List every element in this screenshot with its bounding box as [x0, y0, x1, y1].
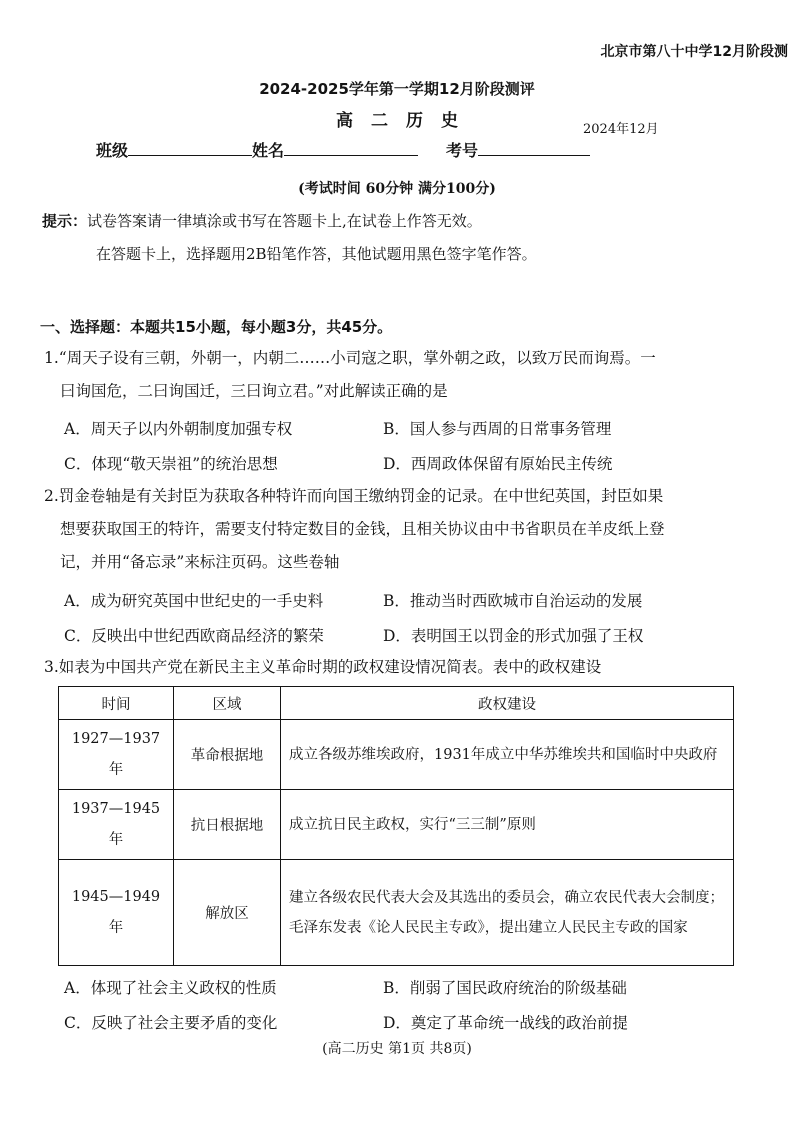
student-info-row: [96, 138, 590, 161]
table-cell-region: 革命根据地: [174, 720, 281, 790]
table-cell-region: 解放区: [174, 860, 281, 966]
exam-date: 2024年12月: [583, 122, 659, 137]
question-number: 2.: [44, 487, 59, 505]
question-text-line: 罚金卷轴是有关封臣为获取各种特许而向国王缴纳罚金的记录。在中世纪英国，封臣如果: [58, 487, 664, 505]
table-header-content: 政权建设: [281, 687, 734, 720]
school-tag: 北京市第八十中学12月阶段测: [600, 44, 788, 60]
option-1a[interactable]: A．周天子以内外朝制度加强专权: [64, 420, 293, 438]
table-row: [59, 790, 734, 860]
option-2b[interactable]: B．推动当时西欧城市自治运动的发展: [383, 592, 643, 610]
tip-label: 提示：: [42, 212, 88, 230]
id-field[interactable]: [478, 138, 590, 156]
class-field[interactable]: [128, 138, 252, 156]
option-3a[interactable]: A．体现了社会主义政权的性质: [64, 979, 277, 997]
table-row: [59, 720, 734, 790]
class-label: 班级: [96, 141, 129, 160]
option-1c[interactable]: C．体现“敬天崇祖”的统治思想: [64, 455, 278, 473]
question-text-line: 曰询国危，二曰询国迁，三曰询立君。”对此解读正确的是: [60, 382, 448, 400]
question-2: [44, 480, 665, 579]
time-unit: 年: [108, 919, 124, 936]
question-text-line: “周天子设有三朝，外朝一，内朝二……小司寇之职，掌外朝之政，以致万民而询焉。一: [58, 349, 656, 367]
question-text-line: 想要获取国王的特许，需要支付特定数目的金钱，且相关协议由中书省职员在羊皮纸上登: [60, 520, 665, 538]
table-cell-time: [59, 790, 174, 860]
tip-text-1: 试卷答案请一律填涂或书写在答题卡上,在试卷上作答无效。: [87, 212, 482, 230]
exam-title: 2024-2025学年第一学期12月阶段测评: [259, 80, 535, 98]
question-1: [44, 342, 656, 408]
option-3b[interactable]: B．削弱了国民政府统治的阶级基础: [383, 979, 627, 997]
exam-time: (考试时间 60分钟 满分100分): [298, 181, 496, 197]
id-label: 考号: [446, 141, 479, 160]
government-table: [58, 686, 734, 966]
subject-title: 高二历史: [336, 111, 476, 131]
page-footer: (高二历史 第1页 共8页): [322, 1041, 472, 1057]
question-text-line: 如表为中国共产党在新民主主义革命时期的政权建设情况简表。表中的政权建设: [58, 658, 602, 676]
option-2d[interactable]: D．表明国王以罚金的形式加强了王权: [383, 627, 644, 645]
table-header-time: 时间: [59, 687, 174, 720]
table-cell-region: 抗日根据地: [174, 790, 281, 860]
question-3: [44, 651, 601, 684]
option-1d[interactable]: D．西周政体保留有原始民主传统: [383, 455, 613, 473]
question-number: 1.: [44, 349, 59, 367]
table-cell-content: 成立各级苏维埃政府，1931年成立中华苏维埃共和国临时中央政府: [281, 720, 734, 790]
name-field[interactable]: [284, 138, 418, 156]
table-cell-content: 成立抗日民主政权，实行“三三制”原则: [281, 790, 734, 860]
question-number: 3.: [44, 658, 59, 676]
table-cell-time: [59, 860, 174, 966]
table-header-row: [59, 687, 734, 720]
table-cell-content: 建立各级农民代表大会及其选出的委员会，确立农民代表大会制度；毛泽东发表《论人民民主专政》，提出建立人民民主专政的国家: [281, 860, 734, 966]
table-row: [59, 860, 734, 966]
tip-line-1: [42, 210, 482, 231]
section-heading: 一、选择题：本题共15小题，每小题3分，共45分。: [40, 318, 393, 336]
table-cell-time: [59, 720, 174, 790]
option-1b[interactable]: B．国人参与西周的日常事务管理: [383, 420, 612, 438]
option-3c[interactable]: C．反映了社会主要矛盾的变化: [64, 1014, 278, 1032]
time-range: 1927—1937: [71, 730, 161, 747]
time-range: 1937—1945: [71, 800, 161, 817]
option-2c[interactable]: C．反映出中世纪西欧商品经济的繁荣: [64, 627, 324, 645]
time-range: 1945—1949: [71, 888, 161, 905]
option-2a[interactable]: A．成为研究英国中世纪史的一手史料: [64, 592, 324, 610]
tip-line-2: 在答题卡上，选择题用2B铅笔作答，其他试题用黑色签字笔作答。: [96, 245, 537, 263]
time-unit: 年: [108, 831, 124, 848]
question-text-line: 记，并用“备忘录”来标注页码。这些卷轴: [60, 553, 340, 571]
option-3d[interactable]: D．奠定了革命统一战线的政治前提: [383, 1014, 628, 1032]
table-header-region: 区域: [174, 687, 281, 720]
name-label: 姓名: [252, 141, 285, 160]
time-unit: 年: [108, 761, 124, 778]
